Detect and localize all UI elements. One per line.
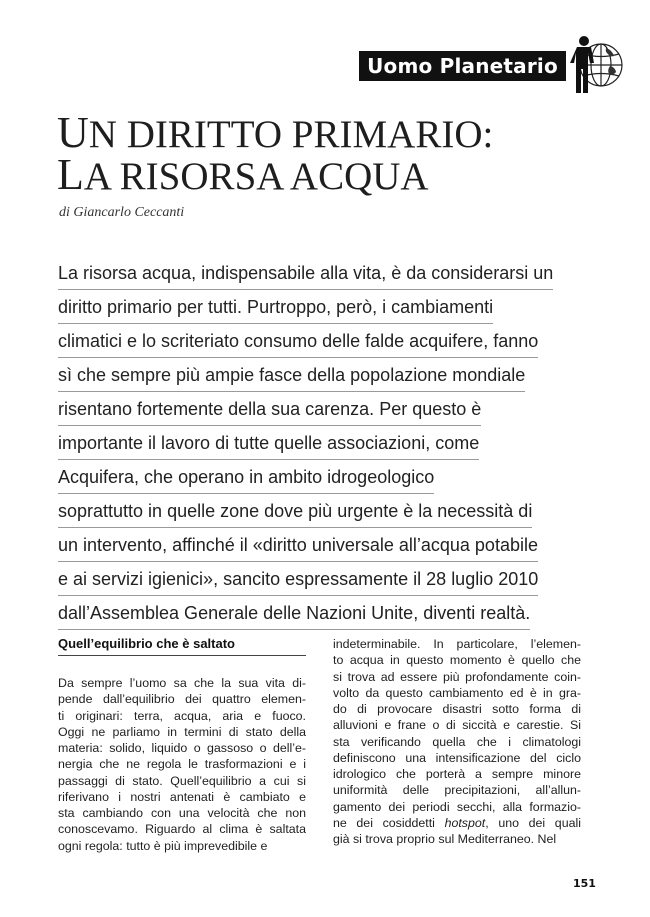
intro-line-text: sì che sempre più ampie fasce della popolazione mondiale — [58, 361, 525, 392]
column-line: idrologico che porterà a sempre minore — [333, 767, 581, 781]
intro-line-text: diritto primario per tutti. Purtroppo, però, i cambiamenti — [58, 293, 493, 324]
column-line: conoscevamo. Riguardo al clima è saltata — [58, 822, 306, 837]
intro-line-text: soprattutto in quelle zone dove più urgente è la necessità di — [58, 497, 532, 528]
column-line: sta verificando quella che i climatologi — [333, 734, 581, 749]
title-line-2: LA RISORSA ACQUA — [57, 150, 429, 199]
column-line: sta cambiando con una velocità che non — [58, 806, 306, 820]
section-label: Uomo Planetario — [359, 51, 566, 81]
column-line: si trova ad essere più profondamente coin- — [333, 669, 581, 684]
intro-line-text: e ai servizi igienici», sancito espressamente il 28 luglio 2010 — [58, 565, 538, 596]
column-line: nergia che ne regola le trasformazioni e i — [58, 757, 306, 772]
title-line-1: UN DIRITTO PRIMARIO: — [57, 108, 494, 157]
column-line: pende dall’equilibrio dei quattro elemen- — [58, 692, 306, 707]
intro-line — [58, 462, 578, 496]
intro-line — [58, 258, 578, 292]
intro-line — [58, 326, 578, 360]
column-line: passaggi di stato. Quell’equilibrio a cui si — [58, 773, 306, 788]
intro-line-text: importante il lavoro di tutte quelle associazioni, come — [58, 429, 479, 460]
intro-line — [58, 428, 578, 462]
left-column-text — [58, 675, 306, 854]
column-line: materia: solido, liquido o gassoso o dell’e- — [58, 741, 306, 755]
intro-paragraph — [58, 258, 578, 632]
intro-line-text: Acquifera, che operano in ambito idrogeologico — [58, 463, 434, 494]
intro-line-text: risentano fortemente della sua carenza. Per questo è — [58, 395, 481, 426]
intro-line-text: dall’Assemblea Generale delle Nazioni Unite, diventi realtà. — [58, 599, 530, 630]
column-line: ne dei cosiddetti hotspot, uno dei quali — [333, 815, 581, 830]
column-line: gamento dei periodi secchi, alla formazio- — [333, 799, 581, 814]
page-number: 151 — [573, 877, 596, 890]
article-author: di Giancarlo Ceccanti — [59, 205, 185, 220]
column-line: ti originari: terra, acqua, aria e fuoco. — [58, 708, 306, 723]
column-line: to acqua in questo momento è quello che — [333, 653, 581, 668]
column-line: Oggi ne parliamo in termini di stato della — [58, 724, 306, 739]
column-line: alluvioni e frane o di siccità e carestie. Si — [333, 718, 581, 733]
intro-line-text: La risorsa acqua, indispensabile alla vita, è da considerarsi un — [58, 259, 553, 290]
column-line: do di provocare disastri sotto forma di — [333, 702, 581, 716]
intro-line — [58, 292, 578, 326]
column-line: uniformità delle precipitazioni, all’allun- — [333, 783, 581, 798]
section-heading: Quell’equilibrio che è saltato — [58, 636, 306, 656]
intro-line — [58, 360, 578, 394]
intro-line — [58, 496, 578, 530]
intro-line — [58, 564, 578, 598]
column-line: definiscono una intensificazione del ciclo — [333, 750, 581, 765]
column-line: ogni regola: tutto è più imprevedibile e — [58, 838, 268, 853]
column-line: volto da questo cambiamento ed è in gra- — [333, 685, 581, 700]
right-column — [333, 636, 581, 847]
column-line: riferivano i nostri antenati è cambiato e — [58, 789, 306, 804]
article-title — [57, 108, 577, 199]
intro-line — [58, 530, 578, 564]
intro-line — [58, 598, 578, 632]
column-line: già si trova proprio sul Mediterraneo. Nel — [333, 832, 557, 846]
intro-line — [58, 394, 578, 428]
column-line: Da sempre l’uomo sa che la sua vita di- — [58, 676, 306, 690]
column-line: indeterminabile. In particolare, l’elemen- — [333, 637, 581, 651]
right-column-text — [333, 636, 581, 847]
left-column — [58, 636, 306, 854]
intro-line-text: un intervento, affinché il «diritto universale all’acqua potabile — [58, 531, 538, 562]
man-with-globe-icon — [568, 33, 624, 99]
intro-line-text: climatici e lo scriteriato consumo delle falde acquifere, fanno — [58, 327, 538, 358]
